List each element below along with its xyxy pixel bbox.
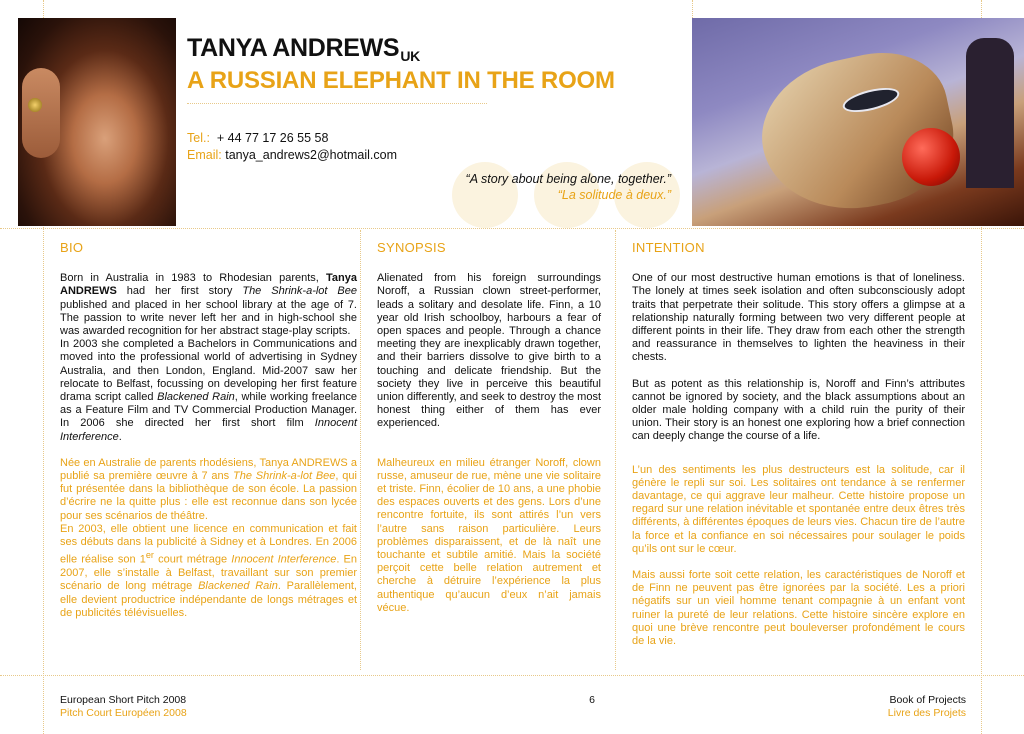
- footer-event-french: Pitch Court Européen 2008: [60, 707, 187, 719]
- guide-line: [615, 230, 616, 670]
- intention-french-paragraph-1: L’un des sentiments les plus destructeurs est la solitude, car il génère le repli sur soi. Les solitaires ont tendance à se renfermer davantage, ce qui aggrave leur malheur. Cette histoire propose un regard sur une relation inévitable et spontanée entre deux êtres très différents, à différentes époques de leurs vies. Chacun tire de l’autre la force et la confiance en soi nécessaires pour soulager le poids qu’ils ont sur le cœur.: [632, 463, 965, 555]
- footer-right: [820, 694, 966, 720]
- phone-value: + 44 77 17 26 55 58: [216, 131, 329, 145]
- director-portrait-photo: [18, 18, 176, 226]
- synopsis-heading: SYNOPSIS: [377, 240, 446, 255]
- guide-line: [0, 675, 1024, 676]
- guide-line: [360, 230, 361, 670]
- tower-shape: [966, 38, 1014, 188]
- bio-french-paragraph-2: En 2003, elle obtient une licence en communication et fait ses débuts dans la publicité à Sidney et à Londres. En 2006 elle réalise son 1er court métrage Innocent Interference. En 2007, elle s’installe à Belfast, travaillant sur son premier scénario de long métrage Blackened Rain. Parallèlement, elle devient productrice indépendante de longs métrages et de publicités télévisuelles.: [60, 522, 357, 619]
- contact-info: [187, 130, 397, 164]
- intention-heading: INTENTION: [632, 240, 705, 255]
- bio-english-paragraph-1: Born in Australia in 1983 to Rhodesian parents, Tanya ANDREWS had her first story The Shrink-a-lot Bee published and placed in her school library at the age of 7. The passion to write never left her and in high-school she was awarded recognition for her abstract stage-play scripts.: [60, 272, 357, 338]
- title-underline: [187, 103, 487, 104]
- footer-left: [60, 694, 187, 720]
- tagline-english: “A story about being alone, together.”: [465, 172, 671, 186]
- clown-nose-shape: [902, 128, 960, 186]
- page-number: 6: [589, 694, 595, 706]
- phone-label: Tel.:: [187, 131, 210, 145]
- synopsis-column: [377, 241, 601, 615]
- ring-shape: [28, 98, 42, 112]
- hand-shape: [22, 68, 60, 158]
- guide-line: [692, 0, 693, 18]
- footer-event-english: European Short Pitch 2008: [60, 694, 187, 706]
- email-label: Email:: [187, 148, 222, 162]
- intention-english-paragraph-2: But as potent as this relationship is, Noroff and Finn’s attributes cannot be ignored by society, and the black assumptions about an older male holding company with a child ruin the purity of their union. Their story is an honest one exploring how a brief connection can deeply change the course of a life.: [632, 377, 965, 443]
- guide-line: [0, 228, 1024, 229]
- film-title: A RUSSIAN ELEPHANT IN THE ROOM: [187, 67, 615, 94]
- intention-column: [632, 241, 965, 648]
- intention-english-paragraph-1: One of our most destructive human emotions is that of loneliness. The lonely at times seek isolation and often subconsciously adopt traits that perpetrate their solitude. This story offers a glimpse at a relationship naturally forming between two very different people at different points in their life. They draw from each other the strength and reassurance in themselves to lighten the heaviness in their chests.: [632, 272, 965, 364]
- phone-line: [187, 130, 397, 147]
- synopsis-english: Alienated from his foreign surroundings Noroff, a Russian clown street-performer, leads a solitary and desolate life. Finn, a 10 year old Irish schoolboy, harbours a fear of open spaces and people. Through a chance meeting they are inexplicably drawn together, and their barriers dissolve to give birth to a touching and delicate friendship. But the society they live in perceive this beautiful union differently, and seek to destroy the most honest thing either of them has ever experienced.: [377, 272, 602, 430]
- bio-heading: BIO: [60, 240, 84, 255]
- bio-french-paragraph-1: Née en Australie de parents rhodésiens, Tanya ANDREWS a publié sa première œuvre à 7 ans The Shrink-a-lot Bee, qui fut présentée dans la bibliothèque de son école. La passion d’écrire ne la quitte plus : elle est reconnue dans son lycée pour ses scénarios de théâtre.: [60, 456, 357, 522]
- bio-english-paragraph-2: In 2003 she completed a Bachelors in Communications and moved into the professional world of advertising in Sydney Australia, and then London, England. Mid-2007 saw her relocate to Belfast, focussing on developing her first feature drama script called Blackened Rain, while working freelance as a Feature Film and TV Commercial Production Manager. In 2006 she directed her first short film Innocent Interference.: [60, 338, 357, 443]
- country-label: UK: [400, 48, 420, 64]
- email-value[interactable]: tanya_andrews2@hotmail.com: [225, 148, 398, 162]
- synopsis-french: Malheureux en milieu étranger Noroff, clown russe, amuseur de rue, mène une vie solitaire et triste. Finn, écolier de 10 ans, a une phobie des espaces ouverts et des gens. Lors d’une rencontre fortuite, ils sont attirés l’un vers l’autre sans raison particulière. Leurs problèmes disparaissent, et de là naît une touchante et subtile amitié. Mais la société perçoit cette belle relation autrement et cherche à détruire l’expérience la plus authentique qu’aucun d’eux n’ait jamais vécue.: [377, 456, 601, 614]
- email-line: [187, 147, 397, 164]
- footer-book-french: Livre des Projets: [887, 707, 966, 719]
- bio-column: [60, 241, 357, 620]
- intention-french-paragraph-2: Mais aussi forte soit cette relation, les caractéristiques de Noroff et de Finn ne peuvent pas être ignorées par la société. Les a priori négatifs sur un vieil homme tenant compagnie à un enfant vont ruiner la pureté de leur relations. Cette histoire sincère explore en quoi une brève rencontre peut bouleverser profondément le cours de la vie.: [632, 569, 965, 648]
- clown-sculpture-photo: [692, 18, 1024, 226]
- footer-book-english: Book of Projects: [889, 694, 966, 706]
- director-name: TANYA $ANDREWS_{UK}$: [187, 34, 420, 64]
- tagline-french: “La solitude à deux.”: [557, 188, 671, 202]
